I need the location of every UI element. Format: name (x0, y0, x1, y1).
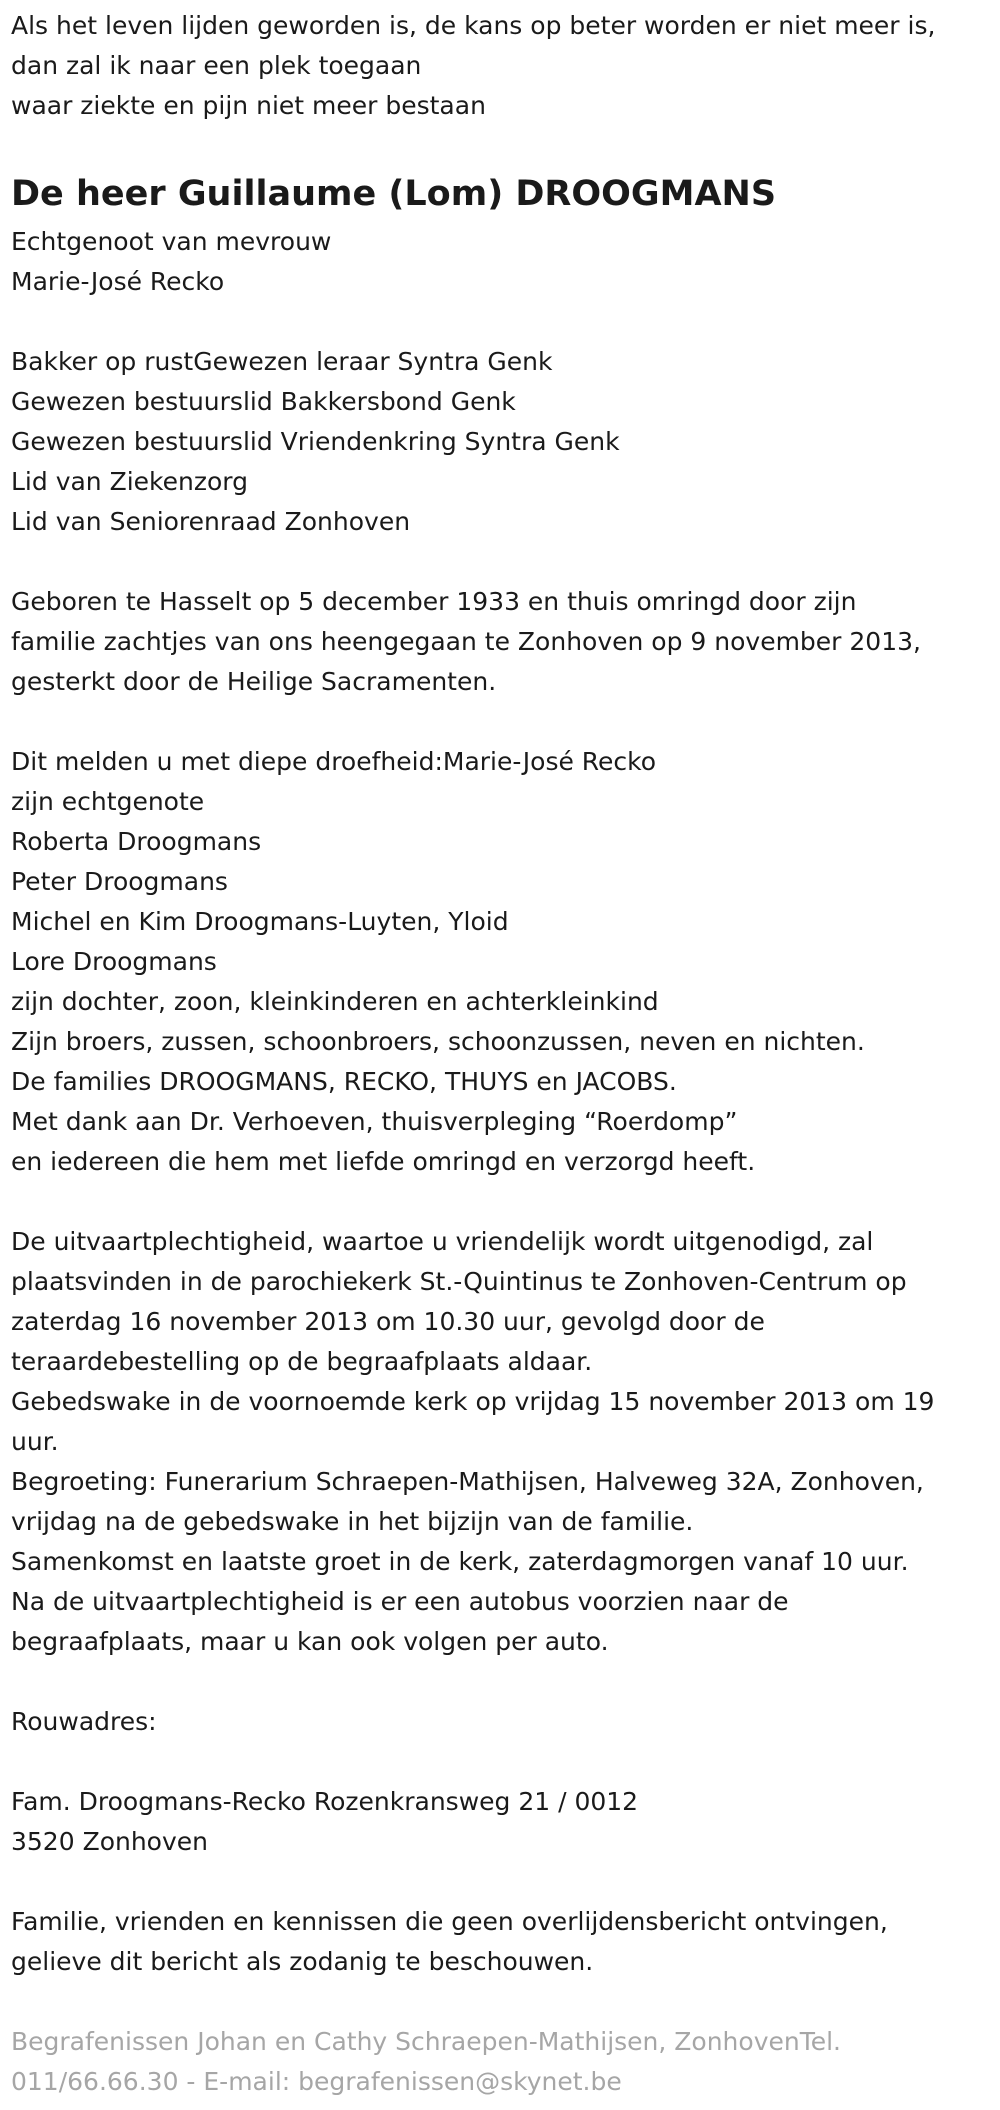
announcement-line: Roberta Droogmans (11, 827, 262, 856)
poem-line: Als het leven lijden geworden is, de kans op beter worden er niet meer is, (11, 11, 936, 40)
spacer (11, 302, 996, 342)
funeral-line: uur. (11, 1427, 59, 1456)
birth-death-line: Geboren te Hasselt op 5 december 1933 en thuis omringd door zijn (11, 587, 857, 616)
announcement-line: en iedereen die hem met liefde omringd en verzorgd heeft. (11, 1147, 756, 1176)
announcement-line: Zijn broers, zussen, schoonbroers, schoonzussen, neven en nichten. (11, 1027, 865, 1056)
roles-block (11, 342, 996, 542)
poem-line: waar ziekte en pijn niet meer bestaan (11, 91, 486, 120)
undertaker-footer (11, 2022, 996, 2102)
spacer (11, 1662, 996, 1702)
funeral-line: vrijdag na de gebedswake in het bijzijn van de familie. (11, 1507, 694, 1536)
role-line: Gewezen bestuurslid Vriendenkring Syntra Genk (11, 427, 620, 456)
role-line: Lid van Seniorenraad Zonhoven (11, 507, 411, 536)
address-line: 3520 Zonhoven (11, 1827, 208, 1856)
spacer (11, 1182, 996, 1222)
announcement-line: Lore Droogmans (11, 947, 217, 976)
role-line: Gewezen bestuurslid Bakkersbond Genk (11, 387, 516, 416)
spouse-line: Echtgenoot van mevrouw (11, 227, 332, 256)
rouwadres-block (11, 1702, 996, 1742)
funeral-line: Gebedswake in de voornoemde kerk op vrijdag 15 november 2013 om 19 (11, 1387, 935, 1416)
deceased-name-heading: De heer Guillaume (Lom) DROOGMANS (11, 174, 777, 214)
birth-death-line: familie zachtjes van ons heengegaan te Zonhoven op 9 november 2013, (11, 627, 921, 656)
address-line: Fam. Droogmans-Recko Rozenkransweg 21 / 0012 (11, 1787, 639, 1816)
closing-line: Familie, vrienden en kennissen die geen overlijdensbericht ontvingen, (11, 1907, 888, 1936)
funeral-line: plaatsvinden in de parochiekerk St.-Quintinus te Zonhoven-Centrum op (11, 1267, 907, 1296)
footer-line: Begrafenissen Johan en Cathy Schraepen-Mathijsen, ZonhovenTel. (11, 2027, 842, 2056)
funeral-line: zaterdag 16 november 2013 om 10.30 uur, gevolgd door de (11, 1307, 765, 1336)
spacer (11, 1862, 996, 1902)
funeral-line: Samenkomst en laatste groet in de kerk, zaterdagmorgen vanaf 10 uur. (11, 1547, 909, 1576)
closing-line: gelieve dit bericht als zodanig te beschouwen. (11, 1947, 594, 1976)
announcement-line: Michel en Kim Droogmans-Luyten, Yloid (11, 907, 509, 936)
spacer (11, 702, 996, 742)
spacer (11, 542, 996, 582)
announcement-line: Peter Droogmans (11, 867, 228, 896)
announcement-line: Dit melden u met diepe droefheid:Marie-José Recko (11, 747, 657, 776)
poem-block (11, 6, 996, 126)
announcement-line: De families DROOGMANS, RECKO, THUYS en JACOBS. (11, 1067, 677, 1096)
obituary-document (11, 0, 996, 2102)
birth-death-block (11, 582, 996, 702)
funeral-line: De uitvaartplechtigheid, waartoe u vriendelijk wordt uitgenodigd, zal (11, 1227, 874, 1256)
role-line: Lid van Ziekenzorg (11, 467, 248, 496)
rouwadres-label: Rouwadres: (11, 1707, 157, 1736)
announcement-line: zijn dochter, zoon, kleinkinderen en achterkleinkind (11, 987, 659, 1016)
funeral-block (11, 1222, 996, 1662)
announcement-block (11, 742, 996, 1182)
funeral-line: Na de uitvaartplechtigheid is er een autobus voorzien naar de (11, 1587, 789, 1616)
poem-line: dan zal ik naar een plek toegaan (11, 51, 422, 80)
footer-line: 011/66.66.30 - E-mail: begrafenissen@skynet.be (11, 2067, 622, 2096)
spacer (11, 1982, 996, 2022)
closing-block (11, 1902, 996, 1982)
funeral-line: begraafplaats, maar u kan ook volgen per auto. (11, 1627, 609, 1656)
birth-death-line: gesterkt door de Heilige Sacramenten. (11, 667, 497, 696)
spouse-line: Marie-José Recko (11, 267, 225, 296)
address-block (11, 1782, 996, 1862)
funeral-line: Begroeting: Funerarium Schraepen-Mathijsen, Halveweg 32A, Zonhoven, (11, 1467, 924, 1496)
funeral-line: teraardebestelling op de begraafplaats aldaar. (11, 1347, 593, 1376)
announcement-line: Met dank aan Dr. Verhoeven, thuisverpleging “Roerdomp” (11, 1107, 738, 1136)
role-line: Bakker op rustGewezen leraar Syntra Genk (11, 347, 553, 376)
spacer (11, 1742, 996, 1782)
announcement-line: zijn echtgenote (11, 787, 205, 816)
spouse-block (11, 222, 996, 302)
